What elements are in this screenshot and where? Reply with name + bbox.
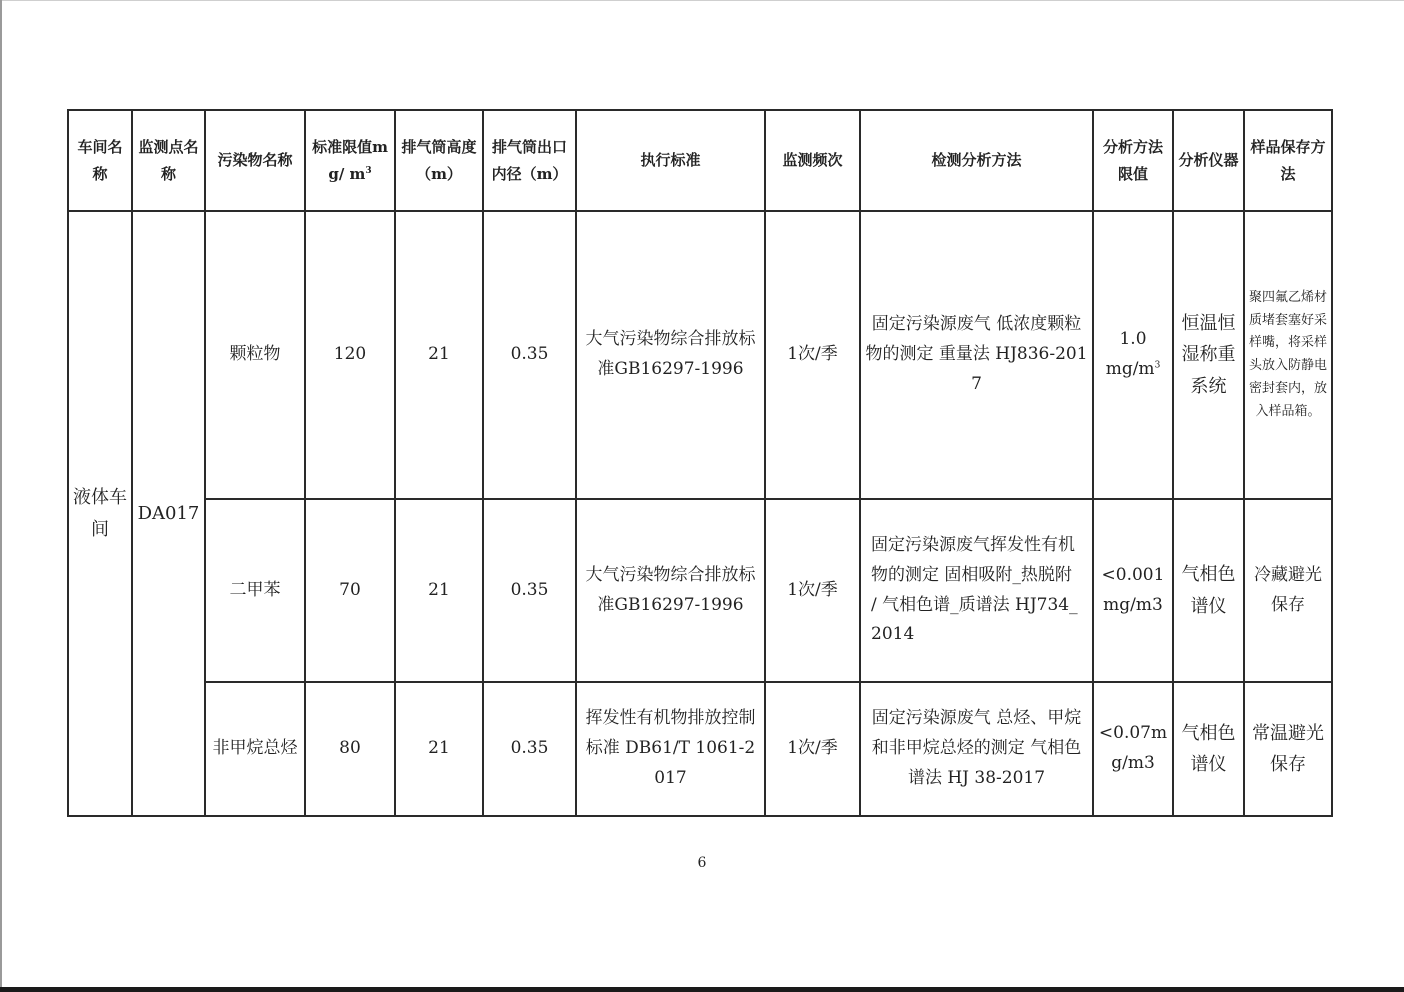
instrument-cell: 恒温恒湿称重系统 [1173, 211, 1244, 499]
page-top-edge [0, 0, 1404, 1]
header-limit-sup: 3 [365, 165, 372, 176]
header-method: 检测分析方法 [860, 110, 1093, 211]
header-method-limit: 分析方法限值 [1093, 110, 1173, 211]
header-limit-text: 标准限值mg/ m [312, 138, 388, 183]
standard-cell: 挥发性有机物排放控制标准 DB61/T 1061-2017 [576, 682, 765, 816]
method-limit-value: 1.0 [1119, 329, 1147, 350]
limit-cell: 70 [305, 499, 395, 682]
table-row [68, 211, 1332, 499]
monitoring-table [67, 109, 1333, 817]
page-bottom-edge [0, 987, 1404, 992]
header-instrument: 分析仪器 [1173, 110, 1244, 211]
header-row [68, 110, 1332, 211]
point-cell: DA017 [132, 211, 205, 816]
header-pollutant: 污染物名称 [205, 110, 305, 211]
limit-cell: 80 [305, 682, 395, 816]
storage-cell: 常温避光保存 [1244, 682, 1332, 816]
pollutant-cell: 颗粒物 [205, 211, 305, 499]
header-workshop: 车间名称 [68, 110, 132, 211]
instrument-cell: 气相色谱仪 [1173, 499, 1244, 682]
header-point: 监测点名称 [132, 110, 205, 211]
pollutant-cell: 非甲烷总烃 [205, 682, 305, 816]
header-limit [305, 110, 395, 211]
method-limit-sup: 3 [1154, 360, 1161, 371]
frequency-cell: 1次/季 [765, 499, 860, 682]
diameter-cell: 0.35 [483, 211, 576, 499]
frequency-cell: 1次/季 [765, 682, 860, 816]
pollutant-cell: 二甲苯 [205, 499, 305, 682]
height-cell: 21 [395, 682, 483, 816]
height-cell: 21 [395, 211, 483, 499]
method-limit-cell: <0.001mg/m3 [1093, 499, 1173, 682]
table-row [68, 682, 1332, 816]
page-left-edge [0, 0, 2, 992]
header-height: 排气筒高度（m） [395, 110, 483, 211]
page-number: 6 [697, 855, 707, 871]
limit-cell: 120 [305, 211, 395, 499]
method-cell: 固定污染源废气 总烃、甲烷和非甲烷总烃的测定 气相色谱法 HJ 38-2017 [860, 682, 1093, 816]
standard-cell: 大气污染物综合排放标准GB16297-1996 [576, 211, 765, 499]
header-diameter: 排气筒出口内径（m） [483, 110, 576, 211]
frequency-cell: 1次/季 [765, 211, 860, 499]
workshop-cell: 液体车间 [68, 211, 132, 816]
diameter-cell: 0.35 [483, 499, 576, 682]
height-cell: 21 [395, 499, 483, 682]
storage-cell: 冷藏避光保存 [1244, 499, 1332, 682]
instrument-cell: 气相色谱仪 [1173, 682, 1244, 816]
standard-cell: 大气污染物综合排放标准GB16297-1996 [576, 499, 765, 682]
header-storage: 样品保存方法 [1244, 110, 1332, 211]
diameter-cell: 0.35 [483, 682, 576, 816]
method-limit-cell [1093, 211, 1173, 499]
method-cell: 固定污染源废气挥发性有机物的测定 固相吸附_热脱附 / 气相色谱_质谱法 HJ734_2014 [860, 499, 1093, 682]
table-row [68, 499, 1332, 682]
header-standard: 执行标准 [576, 110, 765, 211]
header-frequency: 监测频次 [765, 110, 860, 211]
storage-cell: 聚四氟乙烯材质堵套塞好采样嘴，将采样头放入防静电密封套内，放入样品箱。 [1244, 211, 1332, 499]
method-limit-unit: mg/m [1105, 359, 1155, 379]
method-cell: 固定污染源废气 低浓度颗粒物的测定 重量法 HJ836-2017 [860, 211, 1093, 499]
method-limit-cell: <0.07mg/m3 [1093, 682, 1173, 816]
